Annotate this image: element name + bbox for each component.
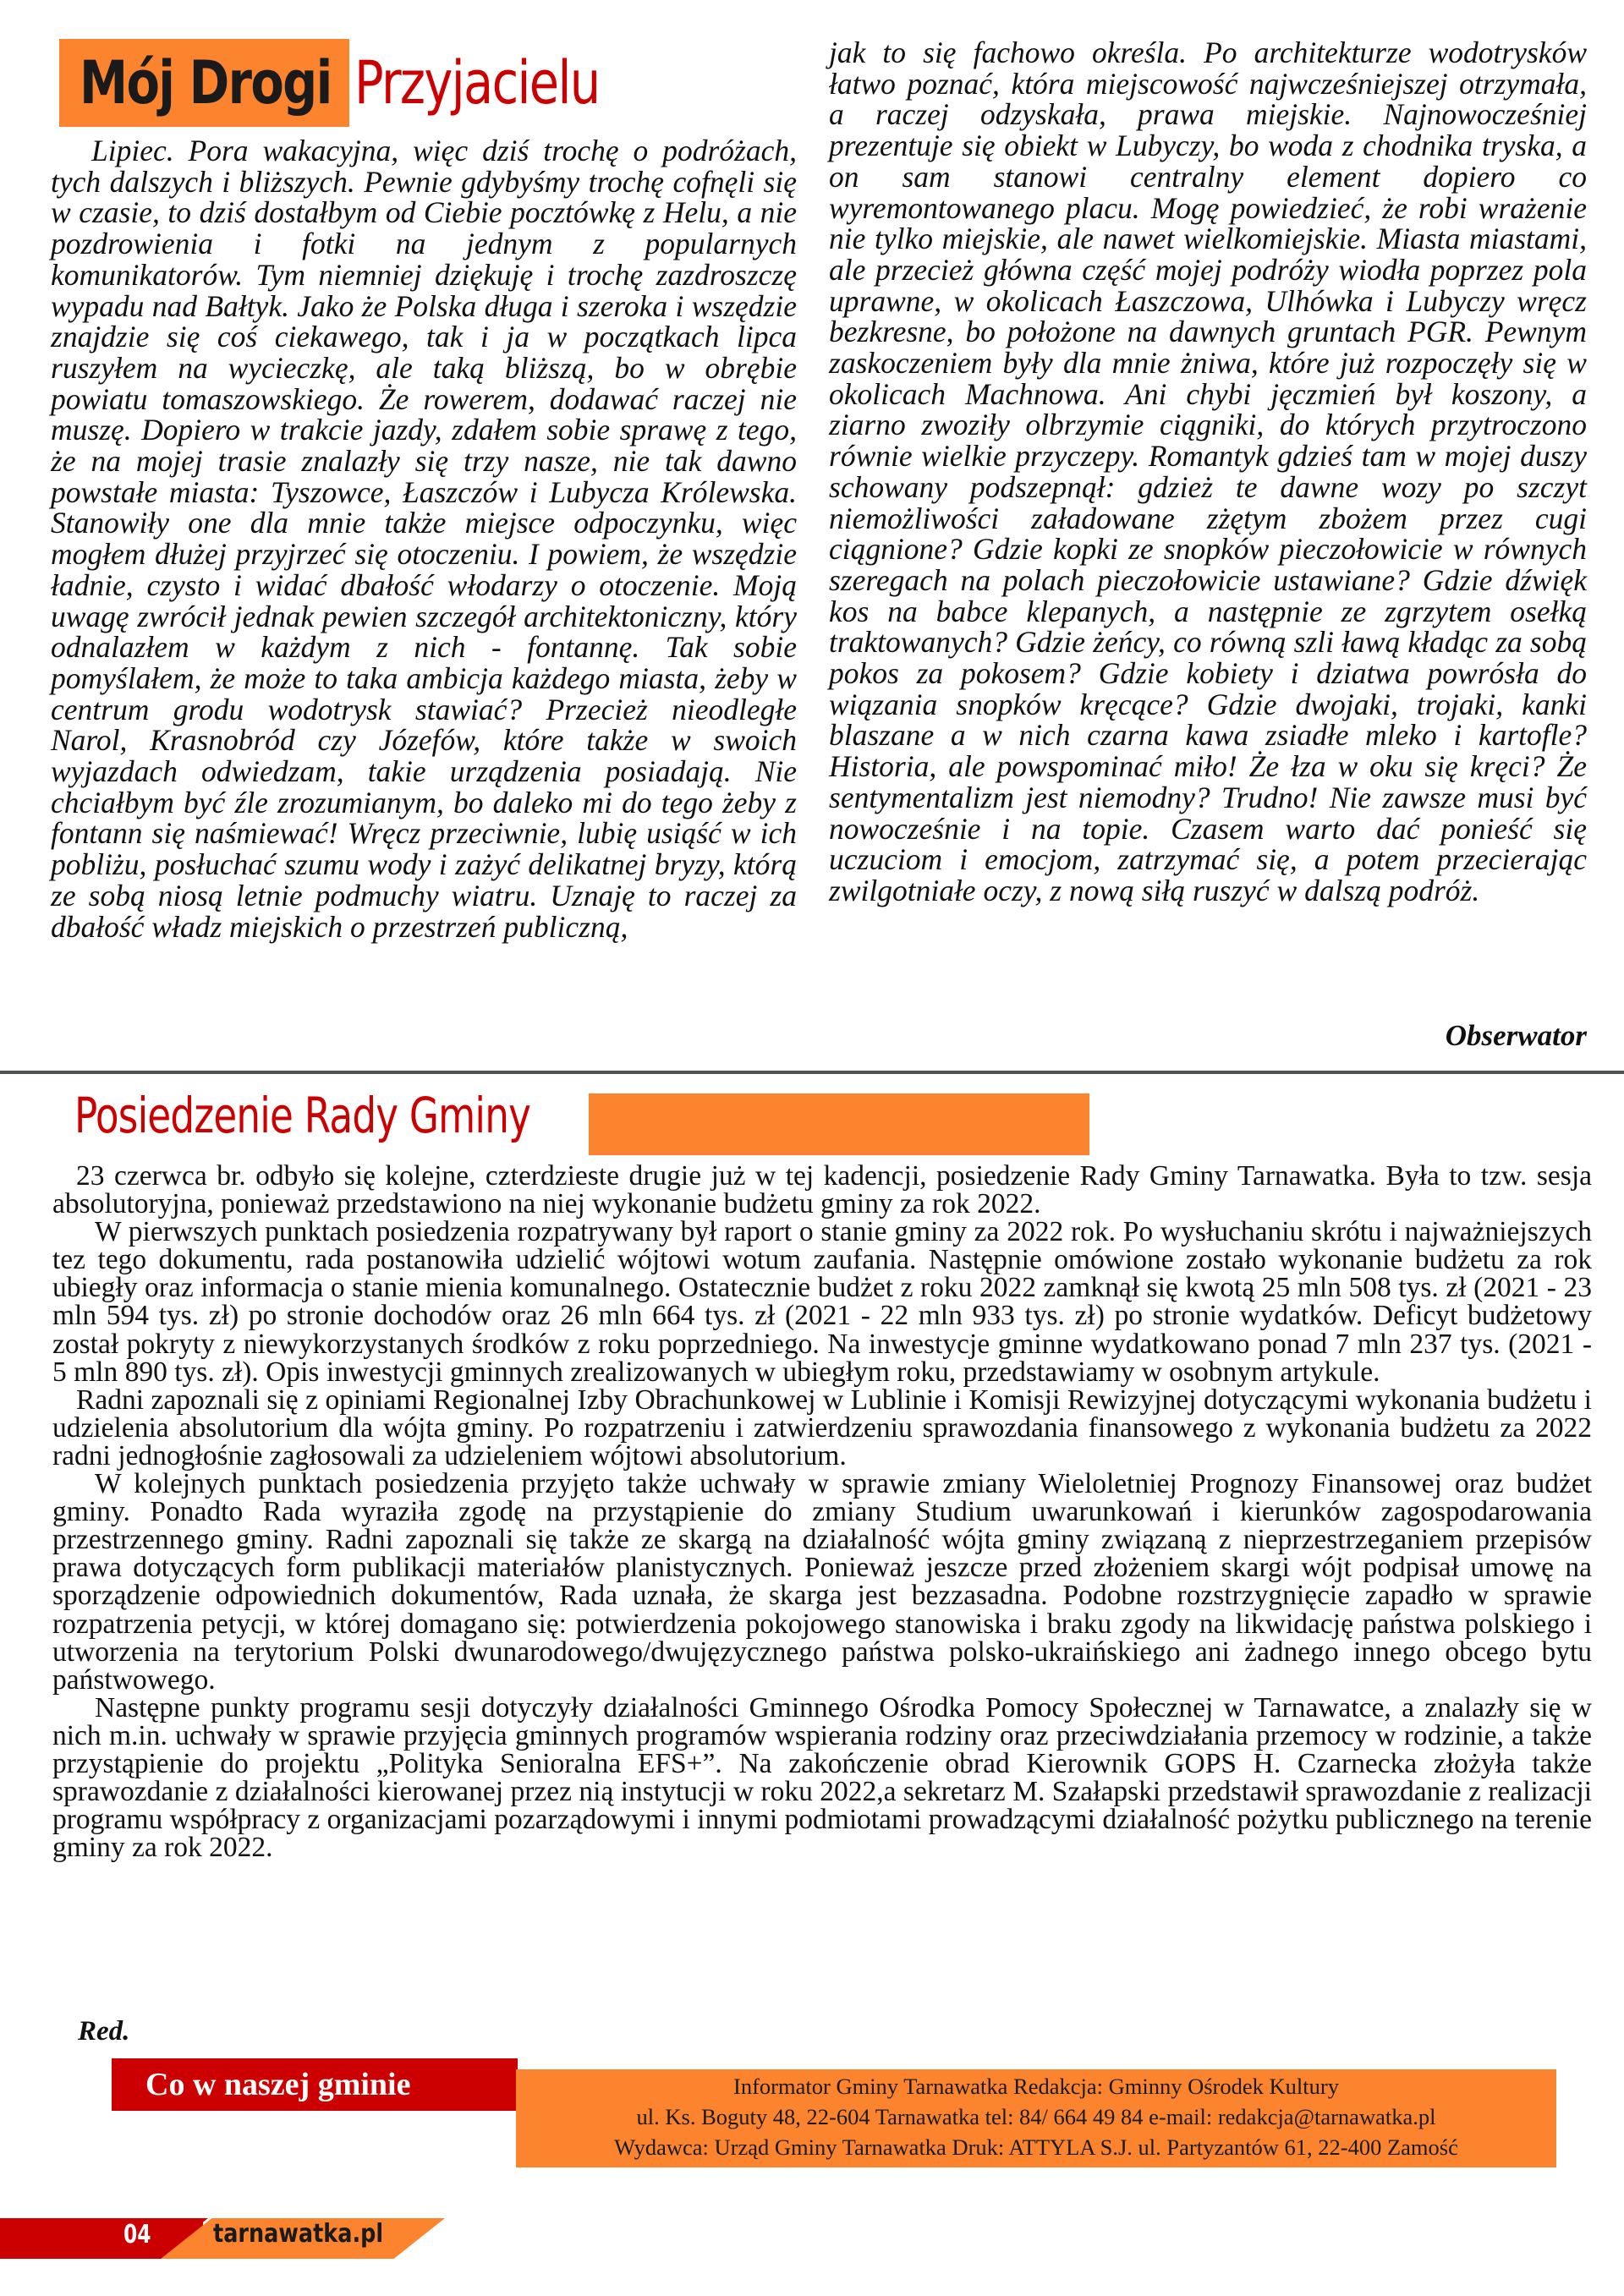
article1-left-column [51, 135, 797, 942]
article1-right-column [829, 37, 1587, 907]
article2-paragraph: 23 czerwca br. odbyło się kolejne, czterdzieste drugie już w tej kadencji, posiedzenie Rady Gminy Tarnawatka. Była to tzw. sesja absolutoryjna, ponieważ przedstawiono na niej wykonanie budżetu gminy za rok 2022. [52, 1160, 1592, 1220]
section-divider [0, 1071, 1624, 1074]
article2-signature: Red. [78, 2016, 130, 2047]
section-label-text: Co w naszej gminie [145, 2067, 411, 2102]
article2-paragraph: Radni zapoznali się z opiniami Regionalnej Izby Obrachunkowej w Lublinie i Komisji Rewizyjnej dotyczącymi wykonania budżetu i udzielenia absolutorium dla wójta gminy. Po rozpatrzeniu i zatwierdzeniu sprawozdania finansowego z wykonania budżetu za 2022 radni jednogłośnie zagłosowali za udzieleniem wójtowi absolutorium. [52, 1384, 1592, 1471]
imprint-line-publisher: Informator Gminy Tarnawatka Redakcja: Gminny Ośrodek Kultury [733, 2074, 1339, 2099]
imprint-line-contact: ul. Ks. Boguty 48, 22-604 Tarnawatka tel: 84/ 664 49 84 e-mail: redakcja@tarnawatka.pl [636, 2104, 1436, 2129]
article1-left-text: Lipiec. Pora wakacyjna, więc dziś trochę o podróżach, tych dalszych i bliższych. Pewnie gdybyśmy trochę cofnęli się w czasie, to dziś dostałbym od Ciebie pocztówkę z Helu, a nie pozdrowienia i fotki na jednym z popularnych komunikatorów. Tym niemniej dziękuję i trochę zazdroszczę wypadu nad Bałtyk. Jako że Polska długa i szeroka i wszędzie znajdzie się coś ciekawego, tak i ja w początkach lipca ruszyłem na wycieczkę, ale taką bliższą, bo w obrębie powiatu tomaszowskiego. Że rowerem, dodawać raczej nie muszę. Dopiero w trakcie jazdy, zdałem sobie sprawę z tego, że na mojej trasie znalazły się trzy nasze, nie tak dawno powstałe miasta: Tyszowce, Łaszczów i Lubycza Królewska. Stanowiły one dla mnie także miejsce odpoczynku, więc mogłem dłużej przyjrzeć się otoczeniu. I powiem, że wszędzie ładnie, czysto i widać dbałość włodarzy o otoczenie. Moją uwagę zwrócił jednak pewien szczegół architektoniczny, który odnalazłem w każdym z nich - fontannę. Tak sobie pomyślałem, że może to taka ambicja każdego miasta, żeby w centrum grodu wodotrysk stawiać? Przecież nieodległe Narol, Krasnobród czy Józefów, które także w swoich wyjazdach odwiedzam, takie urządzenia posiadają. Nie chciałbym być źle zrozumianym, bo daleko mi do tego żeby z fontann się naśmiewać! Wręcz przeciwnie, lubię usiąść w ich pobliżu, posłuchać szumu wody i zażyć delikatnej bryzy, którą ze sobą niosą letnie podmuchy wiatru. Uznaję to raczej za dbałość władz miejskich o przestrzeń publiczną, [51, 134, 797, 944]
imprint-box [516, 2069, 1556, 2167]
article1-right-text: jak to się fachowo określa. Po architekturze wodotrysków łatwo poznać, która miejscowość najwcześniejszej otrzymała, a raczej odzyskała, prawa miejskie. Najnowocześniej prezentuje się obiekt w Lubyczy, bo woda z chodnika tryska, a on sam stanowi centralny element dopiero co wyremontowanego placu. Mogę powiedzieć, że robi wrażenie nie tylko miejskie, ale nawet wielkomiejskie. Miasta miastami, ale przecież główna część mojej podróży wiodła poprzez pola uprawne, w okolicach Łaszczowa, Ulhówka i Lubyczy wręcz bezkresne, bo położone na dawnych gruntach PGR. Pewnym zaskoczeniem były dla mnie żniwa, które już rozpoczęły się w okolicach Machnowa. Ani chybi jęczmień był koszony, a ziarno zwoziły olbrzymie ciągniki, do których przytroczono równie wielkie przyczepy. Romantyk gdzieś tam w mojej duszy schowany podszepnął: gdzież te dawne wozy po szczyt niemożliwości załadowane zżętym zbożem przez cugi ciągnione? Gdzie kopki ze snopków pieczołowicie w równych szeregach na polach pieczołowicie ustawiane? Gdzie dźwięk kos na babce klepanych, a następnie ze zgrzytem osełką traktowanych? Gdzie żeńcy, co równą szli ławą kładąc za sobą pokos za pokosem? Gdzie kobiety i dziatwa powrósła do wiązania snopków kręcące? Gdzie dwojaki, trojaki, kanki blaszane a w nich czarna kawa zsiadłe mleko i kartofle? Historia, ale powspominać miło! Że łza w oku się kręci? Że sentymentalizm jest niemodny? Trudno! Nie zawsze musi być nowocześnie i na topie. Czasem warto dać ponieść się uczuciom i emocjom, zatrzymać się, a potem przecierając zwilgotniałe oczy, z nową siłą ruszyć w dalszą podróż. [829, 36, 1587, 907]
article2-body [52, 1160, 1592, 1864]
article-title-moj-drogi-przyjacielu [59, 39, 653, 127]
title-orange-box [59, 39, 349, 127]
page-number: 04 [123, 2220, 151, 2249]
section-label-co-w-naszej-gminie [112, 2058, 518, 2111]
article2-paragraph: Następne punkty programu sesji dotyczyły działalności Gminnego Ośrodka Pomocy Społecznej w Tarnawatce, a znalazły się w nich m.in. uchwały w sprawie przyjęcia gminnych programów wspierania rodziny oraz przeciwdziałania przemocy w rodzinie, a także przystąpienie do projektu „Polityka Senioralna EFS+”. Na zakończenie obrad Kierownik GOPS H. Czarnecka złożyła także sprawozdanie z działalności kierowanej przez nią instytucji w roku 2022,a sekretarz M. Szałapski przedstawił sprawozdanie z realizacji programu współpracy z organizacjami pozarządowymi i innymi podmiotami prowadzącymi działalność pożytku publicznego na terenie gminy za rok 2022. [52, 1691, 1592, 1864]
article2-paragraph: W kolejnych punktach posiedzenia przyjęto także uchwały w sprawie zmiany Wieloletniej Prognozy Finansowej oraz budżet gminy. Ponadto Rada wyraziła zgodę na przystąpienie do zmiany Studium uwarunkowań i kierunków zagospodarowania przestrzennego gminy. Radni zapoznali się także ze skargą na działalność wójta gminy związaną z nieprzestrzeganiem przepisów prawa dotyczących form publikacji materiałów planistycznych. Ponieważ jeszcze przed złożeniem skargi wójt podpisał umowę na sporządzenie odpowiednich dokumentów, Rada uznała, że skarga jest bezzasadna. Podobne rozstrzygnięcie zapadło w sprawie rozpatrzenia petycji, w której domagano się: potwierdzenia pokojowego stanowiska i braku zgody na likwidację państwa polskiego i utworzenia na terytorium Polski dwunarodowego/dwujęzycznego państwa polsko-ukraińskiego ani żadnego innego obcego bytu państwowego. [52, 1468, 1592, 1696]
website-link[interactable]: tarnawatka.pl [213, 2219, 384, 2249]
article1-signature: Obserwator [1445, 1019, 1587, 1052]
imprint-line-print: Wydawca: Urząd Gminy Tarnawatka Druk: ATTYLA S.J. ul. Partyzantów 61, 22-400 Zamość [614, 2134, 1458, 2160]
title-part-red: Przyjacielu [354, 48, 600, 118]
article2-title: Posiedzenie Rady Gminy [74, 1087, 531, 1144]
article2-paragraph: W pierwszych punktach posiedzenia rozpatrywany był raport o stanie gminy za 2022 rok. Po wysłuchaniu skrótu i najważniejszych tez tego dokumentu, rada postanowiła udzielić wójtowi wotum zaufania. Następnie omówione zostało wykonanie budżetu za rok ubiegły oraz informacja o stanie mienia komunalnego. Ostatecznie budżet z roku 2022 zamknął się kwotą 25 mln 508 tys. zł (2021 - 23 mln 594 tys. zł) po stronie dochodów oraz 26 mln 664 tys. zł (2021 - 22 mln 933 tys. zł) po stronie wydatków. Deficyt budżetowy został pokryty z niewykorzystanych środków z roku poprzedniego. Na inwestycje gminne wydatkowano ponad 7 mln 237 tys. (2021 - 5 mln 890 tys. zł). Opis inwestycji gminnych zrealizowanych w ubiegłym roku, przedstawiamy w osobnym artykule. [52, 1216, 1592, 1388]
title-part-dark: Mój Drogi [80, 48, 332, 118]
title-orange-bar [589, 1093, 1089, 1155]
